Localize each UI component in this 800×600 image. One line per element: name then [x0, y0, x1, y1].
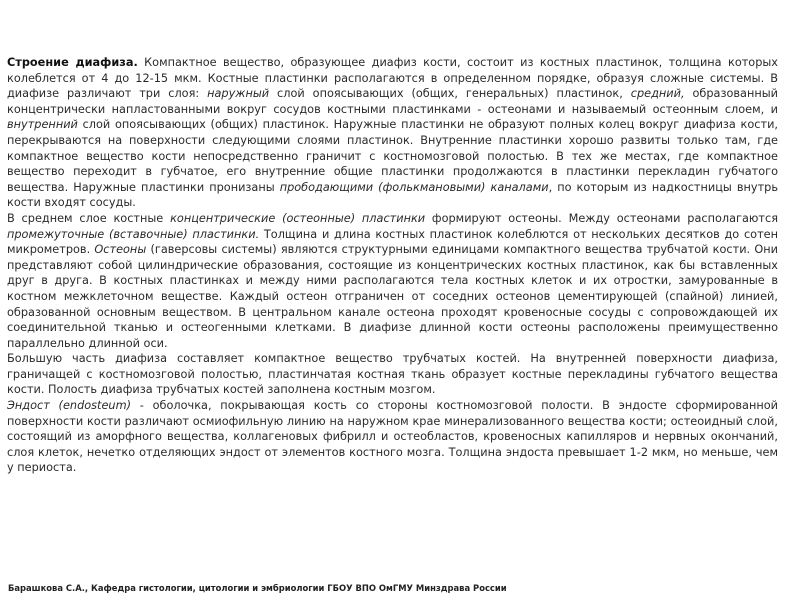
italic-term: концентрические (остеонные) пластинки	[170, 211, 426, 225]
text-run: , по которым из надкостницы внутрь кости входят сосуды.	[7, 180, 779, 210]
text-run: Компактное вещество, образующее диафиз кости, состоит из костных пластинок, толщина которых колеблется от 4 до 12-15 мкм. Костные пластинки располагаются в определенном порядке, образуя сложные системы. В диафизе различают три слоя:	[7, 56, 778, 101]
text-run: Большую часть диафиза составляет компактное вещество трубчатых костей. На внутренней поверхности диафиза, граничащей с костномозговой полостью, пластинчатая костная ткань образует костные перекладины губчатого вещества кости. Полость диафиза трубчатых костей заполнена костным мозгом.	[7, 352, 778, 397]
text-run: слой опоясывающих (общих) пластинок. Наружные пластинки не образуют полных колец вокруг диафиза кости, перекрываются на поверхности следующими слоями пластинок. Внутренние пластинки хорошо развиты только там, где компактное вещество кости непосредственно граничит с костномозговой полостью. В тех же местах, где компактное вещество переходит в губчатое, его внутренние общие пластинки продолжаются в пластинки перекладин губчатого вещества. Наружные пластинки пронизаны	[7, 118, 778, 194]
text-run: - оболочка, покрывающая кость со стороны костномозговой полости. В эндосте сформированной поверхности кости различают осмиофильную линию на наружном крае минерализованного вещества кости; остеоидный слой, состоящий из аморфного вещества, коллагеновых фибрилл и остеобластов, кровеносных капилляров и нервных окончаний, слоя клеток, нечетко отделяющих эндост от элементов костного мозга. Толщина эндоста превышает 1-2 мкм, но меньше, чем у периоста.	[7, 399, 778, 475]
paragraph-middle-layer	[7, 211, 778, 351]
text-run: слой опоясывающих (общих, генеральных) пластинок,	[269, 87, 631, 101]
italic-term: Остеоны	[94, 243, 147, 257]
text-run: Толщина и длина костных пластинок колеблются от нескольких десятков до сотен микрометров.	[7, 227, 778, 257]
italic-term: прободающими (фолькмановыми) каналами	[279, 180, 549, 194]
text-run: формируют остеоны. Между остеонами располагаются	[425, 211, 778, 225]
italic-term: Эндост (endosteum)	[7, 399, 131, 413]
text-run: В среднем слое костные	[7, 211, 171, 225]
paragraph-compact-substance	[7, 351, 778, 398]
text-run: (гаверсовы системы) являются структурными единицами компактного вещества трубчатой кости. Они представляют собой цилиндрические образования, состоящие из концентрических костных пластинок, как бы вставленных друг в друга. В костных пластинках и между ними располагаются тела костных клеток и их отростки, замурованные в костном межклеточном веществе. Каждый остеон отграничен от соседних остеонов цементирующей (спайной) линией, образованной основным веществом. В центральном канале остеона проходят кровеносные сосуды с сопровождающей их соединительной тканью и остеогенными клетками. В диафизе длинной кости остеоны расположены преимущественно параллельно длинной оси.	[7, 243, 778, 350]
paragraph-diaphysis-structure	[7, 55, 778, 211]
paragraph-endosteum	[7, 398, 778, 476]
italic-term: наружный	[207, 87, 270, 101]
footer-attribution: Барашкова С.А., Кафедра гистологии, цитологии и эмбриологии ГБОУ ВПО ОмГМУ Минздрава России	[8, 583, 507, 593]
body-text	[7, 55, 778, 476]
text-run: образованный концентрически напластованными вокруг сосудов костными пластинками - остеонами и называемый остеонным слоем, и	[7, 87, 778, 116]
bold-term: Строение диафиза.	[7, 56, 138, 69]
italic-term: средний,	[630, 87, 685, 101]
italic-term: промежуточные (вставочные) пластинки.	[7, 227, 260, 241]
italic-term: внутренний	[7, 118, 78, 132]
